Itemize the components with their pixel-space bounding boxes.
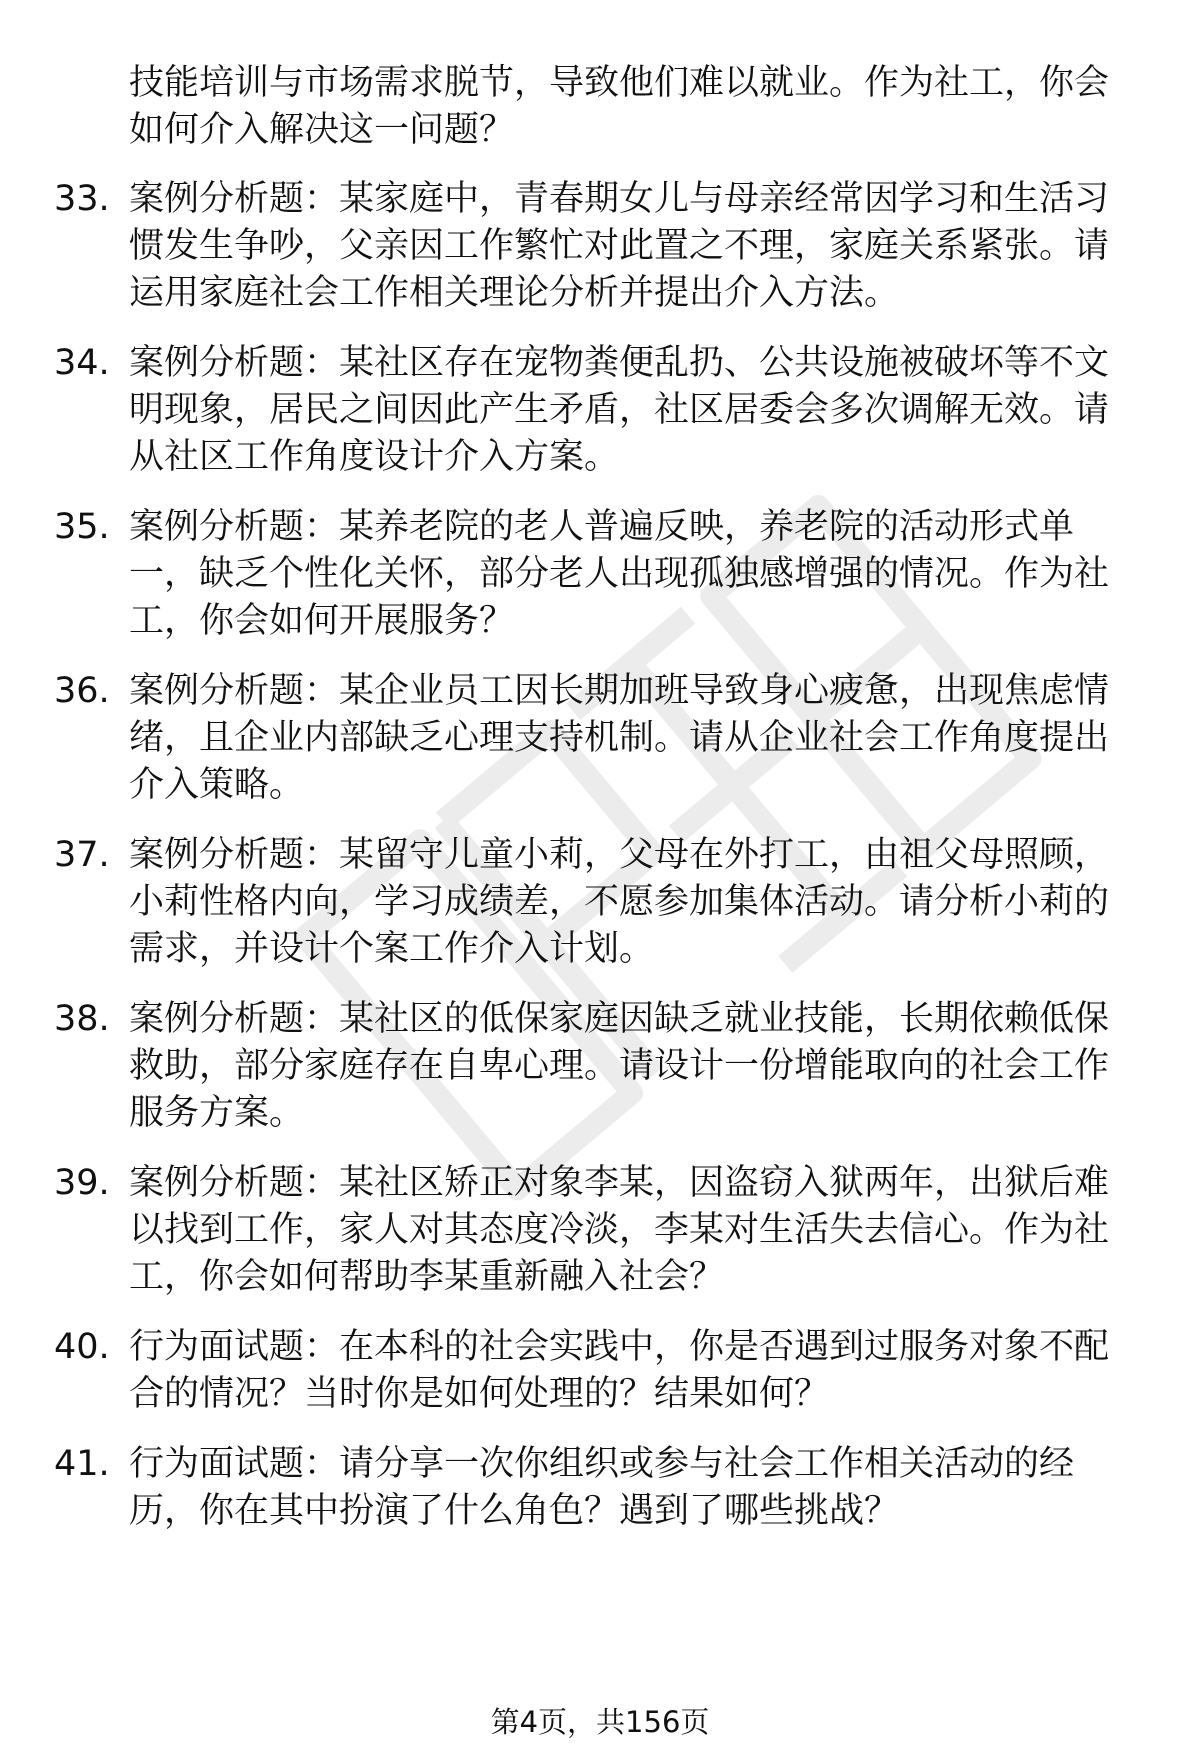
question-number: 37. [54,835,110,875]
question-text: 案例分析题：某家庭中，青春期女儿与母亲经常因学习和生活习惯发生争吵，父亲因工作繁忙对此置之不理，家庭关系紧张。请运用家庭社会工作相关理论分析并提出介入方法。 [129,179,1110,313]
question-text: 行为面试题：请分享一次你组织或参与社会工作相关活动的经历，你在其中扮演了什么角色？遇到了哪些挑战？ [129,1444,1075,1531]
question-text: 案例分析题：某社区的低保家庭因缺乏就业技能，长期依赖低保救助，部分家庭存在自卑心理。请设计一份增能取向的社会工作服务方案。 [129,999,1110,1133]
question-number: 40. [54,1327,110,1367]
question-number: 34. [54,343,110,383]
question-number: 38. [54,999,110,1039]
continued-question-text: 技能培训与市场需求脱节，导致他们难以就业。作为社工，你会如何介入解决这一问题？ [129,63,1110,150]
question-text: 案例分析题：某企业员工因长期加班导致身心疲惫，出现焦虑情绪，且企业内部缺乏心理支持机制。请从企业社会工作角度提出介入策略。 [129,671,1110,805]
question-text: 案例分析题：某留守儿童小莉，父母在外打工，由祖父母照顾，小莉性格内向，学习成绩差，不愿参加集体活动。请分析小莉的需求，并设计个案工作介入计划。 [129,835,1110,969]
question-text: 案例分析题：某养老院的老人普遍反映，养老院的活动形式单一，缺乏个性化关怀，部分老人出现孤独感增强的情况。作为社工，你会如何开展服务？ [129,507,1110,641]
question-number: 41. [54,1444,110,1484]
question-number: 35. [54,507,110,547]
question-text: 行为面试题：在本科的社会实践中，你是否遇到过服务对象不配合的情况？当时你是如何处理的？结果如何？ [129,1327,1110,1414]
question-number: 36. [54,671,110,711]
page-footer: 第4页，共156页 [490,1705,710,1739]
question-number: 39. [54,1163,110,1203]
question-number: 33. [54,179,110,219]
question-text: 案例分析题：某社区存在宠物粪便乱扔、公共设施被破坏等不文明现象，居民之间因此产生矛盾，社区居委会多次调解无效。请从社区工作角度设计介入方案。 [129,343,1110,477]
question-text: 案例分析题：某社区矫正对象李某，因盗窃入狱两年，出狱后难以找到工作，家人对其态度冷淡，李某对生活失去信心。作为社工，你会如何帮助李某重新融入社会？ [129,1163,1110,1297]
